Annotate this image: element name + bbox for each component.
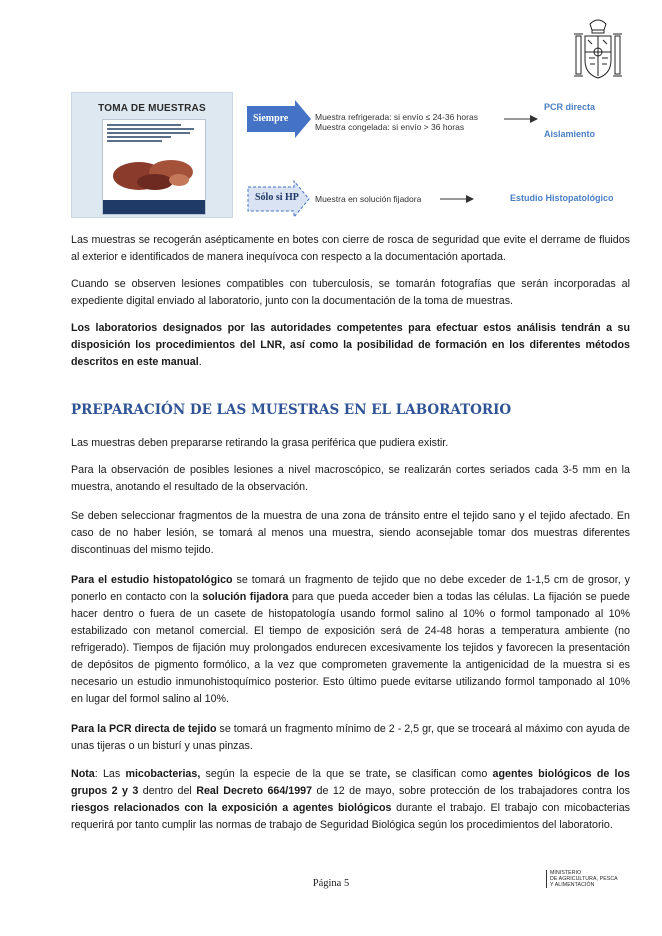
pcr-text: se tomará un fragmento mínimo de 2 - 2,5 gr, que se troceará al máximo con ayuda de unas tijeras o un bisturí y unas pinzas. — [71, 723, 630, 752]
note-text-3: se clasifican como — [395, 768, 493, 780]
ministry-logo — [546, 870, 618, 888]
thumbnail-title: TOMA DE MUESTRAS — [98, 103, 206, 114]
note-text-5: de 12 de mayo, sobre protección de los trabajadores contra los — [312, 785, 630, 797]
paragraph-histopathology — [71, 572, 630, 708]
siempre-label: Siempre — [253, 113, 289, 124]
arrow-right-icon — [504, 113, 538, 125]
laboratories-end: . — [198, 356, 202, 368]
note-text-6: durante el trabajo. El trabajo con micobacterias requerirá por tanto cumplir las normas de trabajo de Seguridad Biológica según los procedimientos del laboratorio. — [71, 802, 630, 831]
histopathology-text-2: para que pueda acceder bien a todas las células. La fijación se puede hacer dentro o fuera de un casete de histopatología usando formol salino al 10% o formol tamponado al 10% estabilizado con metanol comercial. El tiempo de exposición será de 24-48 horas a temperatura ambiente (no refrigerado). Tiempos de fijación muy prolongados endurecen excesivamente los tejidos y favorecen la presentación de depósitos de pigmento formólico, a la vez que comprometen gravemente la antigenicidad de la muestra si es necesario un estudio inmunohistoquímico posterior. Esto último puede evitarse utilizando formol tamponado al 10% en lugar del formol salino al 10%. — [71, 591, 631, 705]
tissue-sample-icon — [109, 150, 199, 194]
solo-hp-text: Muestra en solución fijadora — [315, 194, 422, 204]
solo-hp-label: Sólo si HP — [255, 192, 299, 203]
note-bold-5: Real Decreto 664/1997 — [196, 785, 313, 797]
histopathology-bold: Para el estudio histopatológico — [71, 574, 233, 586]
note-text-2: según la especie de la que se trate — [200, 768, 388, 780]
thumbnail-page — [102, 119, 206, 215]
fixative-bold: solución fijadora — [202, 591, 289, 603]
paragraph-note — [71, 766, 630, 834]
thumbnail-text-lines — [107, 124, 199, 144]
note-text-4: dentro del — [138, 785, 197, 797]
section-heading: PREPARACIÓN DE LAS MUESTRAS EN EL LABORATORIO — [71, 402, 512, 418]
paragraph-collection: Las muestras se recogerán asépticamente en botes con cierre de rosca de seguridad que evite el derrame de fluidos al exterior e identificados de manera inequívoca con respecto a la documentación aportada. — [71, 234, 630, 263]
siempre-line-2: Muestra congelada: si envío > 36 horas — [315, 122, 465, 132]
siempre-line-1: Muestra refrigerada: si envío ≤ 24-36 horas — [315, 112, 478, 122]
note-bold-3: , — [387, 768, 396, 780]
page-number: Página 5 — [312, 878, 350, 889]
paragraph-fragments: Se deben seleccionar fragmentos de la muestra de una zona de tránsito entre el tejido sano y el tejido afectado. En caso de no haber lesión, se tomará al menos una muestra, siendo aconsejable tomar dos muestras diferentes discontinuas del mismo tejido. — [71, 510, 630, 556]
note-bold-2: micobacterias, — [125, 768, 201, 780]
paragraph-macroscopic: Para la observación de posibles lesiones a nivel macroscópico, se realizarán cortes seriados cada 3-5 mm en la muestra, anotando el resultado de la observación. — [71, 464, 630, 493]
note-bold-6: riesgos relacionados con la exposición a agentes biológicos — [71, 802, 392, 814]
protocol-cover-thumbnail — [71, 92, 233, 218]
paragraph-photographs: Cuando se observen lesiones compatibles con tuberculosis, se tomarán fotografías que serán incorporadas al expediente digital enviado al laboratorio, junto con la documentación de la toma de muestras. — [71, 278, 630, 307]
ministry-line-3: Y ALIMENTACIÓN — [550, 882, 595, 888]
laboratories-bold: Los laboratorios designados por las autoridades competentes para efectuar estos análisis tendrán a su disposición los procedimientos del LNR, así como la posibilidad de formación en los diferentes métodos descritos en este manual — [71, 322, 630, 368]
arrow-right-icon — [440, 193, 474, 205]
paragraph-laboratories — [71, 320, 630, 371]
coat-of-arms-icon — [570, 14, 626, 86]
ministry-line-1: MINISTERIO — [550, 870, 582, 876]
aislamiento-label: Aislamiento — [544, 129, 596, 139]
pcr-directa-label: PCR directa — [544, 102, 596, 112]
pcr-bold: Para la PCR directa de tejido — [71, 723, 217, 735]
note-bold: Nota — [71, 768, 95, 780]
histopathology-text-1: se tomará un fragmento de tejido que no debe exceder de 1-1,5 cm de grosor, y ponerlo en contacto con la — [71, 574, 630, 603]
histopatologico-label: Estudio Histopatológico — [510, 193, 614, 203]
note-bold-4: agentes biológicos de los grupos 2 y 3 — [71, 768, 630, 797]
paragraph-pcr — [71, 721, 630, 755]
note-text-1: : Las — [94, 768, 126, 780]
thumbnail-footer-band — [103, 200, 205, 214]
ministry-line-2: DE AGRICULTURA, PESCA — [550, 876, 618, 882]
paragraph-fat: Las muestras deben prepararse retirando la grasa periférica que pudiera existir. — [71, 437, 449, 449]
